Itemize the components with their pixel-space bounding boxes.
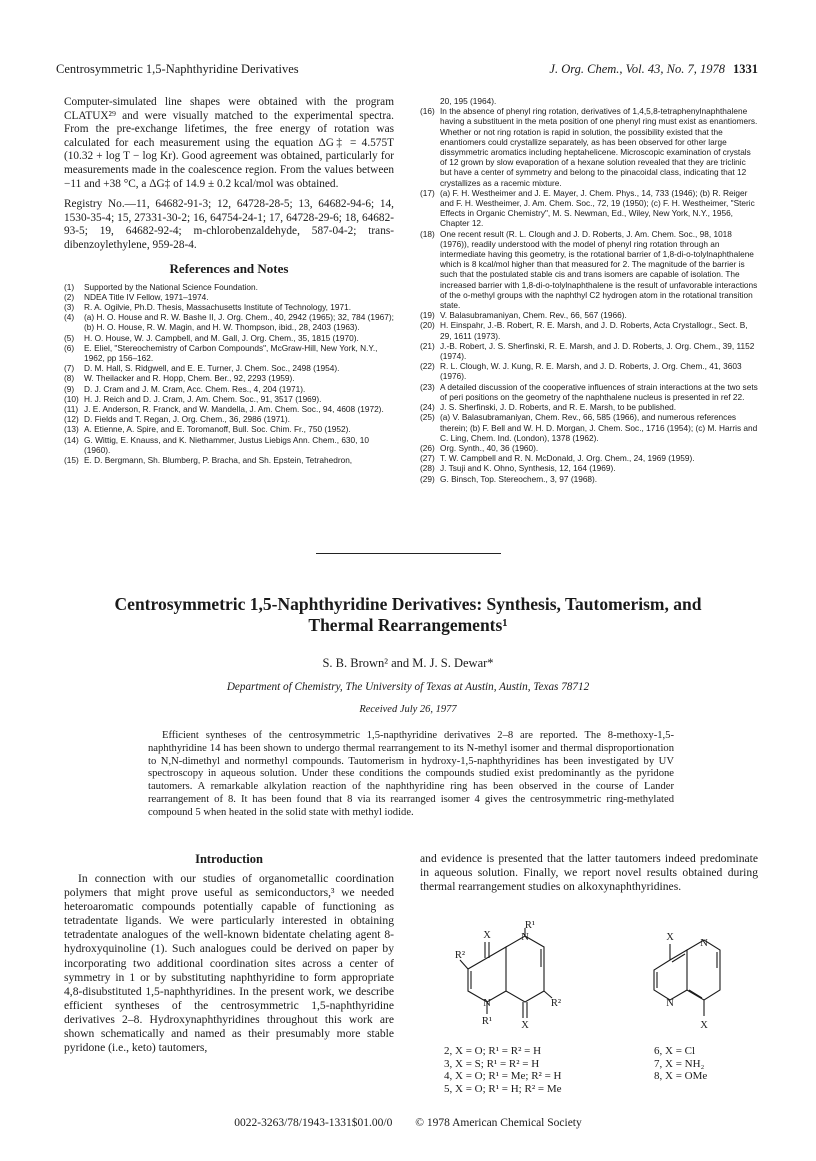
reference-text: Supported by the National Science Foundation. (84, 281, 258, 292)
reference-text: H. Einspahr, J.-B. Robert, R. E. Marsh, and J. D. Roberts, Acta Crystallogr., Sect. B, 29, 1611 (1973). (440, 320, 748, 341)
reference-item (420, 96, 758, 106)
reference-number (420, 96, 440, 106)
article-authors: S. B. Brown² and M. J. S. Dewar* (322, 656, 494, 670)
reference-text: T. W. Campbell and R. N. McDonald, J. Org. Chem., 24, 1969 (1959). (440, 453, 695, 464)
reference-text: One recent result (R. L. Clough and J. D. Roberts, J. Am. Chem. Soc., 98, 1018 (1976)), readily understood with the model of phenyl ring rotation through an intermediate having this geometry, is the rotational barrier of 1,8-di-o-tolylnaphthalene which is 8 kcal/mol higher than that measured for 2. The magnitude of the barrier is such that the postulated stable cis and trans isomers are capable of isolation. The increased barrier with 1,8-di-o-tolylnaphthalene is the result of unfavorable interactions of the o-methyl groups with the naphthyl C2 hydrogen atom in the rotational transition state. (440, 228, 758, 311)
journal-citation (549, 62, 758, 77)
label-x-top-6: X (666, 932, 674, 943)
compound-3: 3, X = S; R¹ = R² = H (444, 1057, 540, 1070)
reference-number: (4) (64, 312, 75, 323)
reference-number: (28) (420, 463, 435, 474)
reference-number: (23) (420, 381, 435, 392)
reference-item (420, 188, 758, 229)
reference-text: H. J. Reich and D. J. Cram, J. Am. Chem. Soc., 91, 3517 (1969). (84, 393, 322, 404)
compound-list-2-5 (444, 1045, 562, 1095)
reference-item (64, 384, 394, 394)
reference-number: (7) (64, 363, 75, 374)
label-r1-bottom: R¹ (481, 1016, 493, 1027)
reference-item (420, 443, 758, 453)
reference-number: (14) (64, 434, 79, 445)
reference-text: D. J. Cram and J. M. Cram, Acc. Chem. Res., 4, 204 (1971). (84, 383, 306, 394)
compound-2: 2, X = O; R¹ = R² = H (444, 1045, 542, 1057)
article-divider (316, 553, 501, 554)
reference-text: NDEA Title IV Fellow, 1971–1974. (84, 291, 209, 302)
label-x-bottom: X (521, 1020, 529, 1031)
footer-copyright: © 1978 American Chemical Society (415, 1117, 582, 1129)
reference-item (64, 363, 394, 373)
reference-text: J. S. Sherfinski, J. D. Roberts, and R. E. Marsh, to be published. (440, 402, 677, 413)
references-list-right (420, 96, 758, 484)
prev-article-body: Computer-simulated line shapes were obtained with the program CLATUX²⁹ and were visually matched to the experimental spectra. From the pre-exchange lifetimes, the free energy of rotation was calculated for each measurement using the equation ΔG‡ = 4.575T (10.32 + log T − log Kr). Good agreement was obtained, particularly for measurements made in the coalescence region. From the values between −11 and +38 °C, a ΔG‡ of 14.9 ± 0.2 kcal/mol was obtained. (64, 96, 394, 190)
reference-text: E. Eliel, "Stereochemistry of Carbon Compounds", McGraw-Hill, New York, N.Y., 1962, pp 156–162. (84, 342, 378, 363)
page-number: 1331 (733, 62, 758, 76)
reference-text: G. Wittig, E. Knauss, and K. Niethammer, Justus Liebigs Ann. Chem., 630, 10 (1960). (84, 434, 369, 455)
label-r1-top: R¹ (524, 920, 536, 931)
reference-item (420, 320, 758, 340)
reference-item (420, 341, 758, 361)
prev-article-left-column (64, 96, 394, 465)
reference-text: G. Binsch, Top. Stereochem., 3, 97 (1968). (440, 473, 598, 484)
reference-item (64, 292, 394, 302)
reference-text: (a) V. Balasubramaniyan, Chem. Rev., 66, 585 (1966), and numerous references therein; (b) F. Bell and W. H. D. Morgan, J. Chem. Soc., 1716 (1954); (c) M. Harris and C. Ling, Chem. Ind. (London), 1378 (1962). (440, 412, 758, 443)
reference-number: (11) (64, 403, 79, 414)
reference-number: (29) (420, 473, 435, 484)
page-footer (0, 1117, 816, 1129)
reference-item (420, 402, 758, 412)
label-x-bottom-6: X (700, 1020, 708, 1031)
label-r2-right: R² (550, 998, 562, 1009)
journal-name: J. Org. Chem., Vol. 43, No. 7, 1978 (549, 62, 725, 76)
reference-text: A detailed discussion of the cooperative influences of strain interactions at the two sets of peri positions on the geometry of the naphthalene nucleus is presented in ref 22. (440, 381, 758, 402)
compound-list-6-8 (654, 1045, 707, 1083)
reference-number: (22) (420, 361, 435, 372)
reference-item (420, 463, 758, 473)
introduction-text-left: In connection with our studies of organometallic coordination polymers that might prove useful as semiconductors,³ we needed heteroaromatic compounds potentially capable of functioning as tetradentate ligands. We were particularly interested in obtaining tetradentate analogues of the well-known bidentate chelating agent 8-hydroxyquinoline (1). Such analogues could be derived on paper by incorporating two additional coordination sites across a center of symmetry in 1 or by substituting naphthyridine to form appropriate 4,8-disubstituted 1,5-naphthyridines. In the present work, we describe efficient syntheses of the centrosymmetric 1,5-naphthyridine derivatives 2–8. Hydroxynaphthyridines throughout this work are shown schematically and named as their presumably more stable pyridone (i.e., keto) tautomers, (64, 872, 394, 1055)
reference-text: W. Theilacker and R. Hopp, Chem. Ber., 92, 2293 (1959). (84, 373, 295, 384)
reference-text: (a) F. H. Westheimer and J. E. Mayer, J. Chem. Phys., 14, 733 (1946); (b) R. Reiger and F. H. Westheimer, J. Am. Chem. Soc., 72, 19 (1950); (c) F. H. Westheimer, "Steric Effects in Organic Chemistry", M. S. Newman, Ed., Wiley, New York, N.Y., 1956, Chapter 12. (440, 187, 755, 229)
label-n-bottom-6: N (666, 998, 674, 1009)
reference-text: J.-B. Robert, J. S. Sherfinski, R. E. Marsh, and J. D. Roberts, J. Org. Chem., 39, 1152 (1974). (440, 340, 755, 362)
reference-text: R. A. Ogilvie, Ph.D. Thesis, Massachusetts Institute of Technology, 1971. (84, 301, 352, 312)
footer-code: 0022-3263/78/1943-1331$01.00/0 (234, 1117, 393, 1129)
reference-text: H. O. House, W. J. Campbell, and M. Gall, J. Org. Chem., 35, 1815 (1970). (84, 332, 359, 343)
reference-item (420, 361, 758, 381)
reference-number: (8) (64, 373, 75, 384)
received-date: Received July 26, 1977 (359, 704, 457, 715)
reference-number: (18) (420, 228, 435, 239)
reference-item (64, 282, 394, 292)
label-r2-left: R² (454, 950, 466, 961)
reference-text: D. M. Hall, S. Ridgwell, and E. E. Turner, J. Chem. Soc., 2498 (1954). (84, 363, 340, 374)
naphthyridinone-structure (452, 920, 582, 1038)
reference-item (64, 373, 394, 383)
reference-text: Org. Synth., 40, 36 (1960). (440, 442, 539, 453)
reference-item (420, 474, 758, 484)
references-list-left (64, 282, 394, 466)
article-title: Centrosymmetric 1,5-Naphthyridine Derivatives: Synthesis, Tautomerism, and Thermal Rearrangements¹ (114, 594, 702, 635)
compound-8: 8, X = OMe (654, 1070, 708, 1082)
reference-number: (25) (420, 412, 435, 423)
reference-item (64, 302, 394, 312)
reference-text: 20, 195 (1964). (440, 96, 497, 106)
reference-text: In the absence of phenyl ring rotation, derivatives of 1,4,5,8-tetraphenylnaphthalene having a substituent in the meta position of one phenyl ring must exist as enantiomers. Whether or not ring rotation is rapid in solution, the possibility existed that the enantiomers could crystallize separately, as has been observed for other large dissymmetric aromatics including heptahelicene. Microscopic examination of crystals of 12 grown by slow evaporation of a hexane solution revealed that they are triclinic but have a center of symmetry and belong to the pinacoidal class, indicating that 12 crystallizes as a racemic mixture. (440, 106, 758, 188)
reference-item (420, 106, 758, 188)
reference-item (420, 382, 758, 402)
reference-text: E. D. Bergmann, Sh. Blumberg, P. Bracha, and Sh. Epstein, Tetrahedron, (84, 454, 353, 465)
reference-item (64, 312, 394, 332)
reference-number: (21) (420, 340, 435, 351)
reference-number: (15) (64, 454, 79, 465)
reference-text: J. E. Anderson, R. Franck, and W. Mandella, J. Am. Chem. Soc., 94, 4608 (1972). (84, 403, 384, 414)
reference-number: (16) (420, 106, 435, 117)
label-n-bottom: N (483, 998, 491, 1009)
reference-item (64, 394, 394, 404)
label-n-top: N (521, 932, 529, 943)
compound-5: 5, X = O; R¹ = H; R² = Me (444, 1082, 562, 1095)
reference-text: D. Fields and T. Regan, J. Org. Chem., 36, 2986 (1971). (84, 414, 290, 425)
compound-7: 7, X = NH₂ (654, 1057, 705, 1070)
reference-text: (a) H. O. House and R. W. Bashe II, J. Org. Chem., 40, 2942 (1965); 32, 784 (1967); (b) H. O. House, R. W. Magin, and H. W. Thompson, ibid., 28, 2403 (1963). (84, 312, 394, 333)
introduction-heading: Introduction (195, 852, 263, 866)
references-heading: References and Notes (169, 260, 289, 276)
article-affiliation: Department of Chemistry, The University of Texas at Austin, Austin, Texas 78712 (226, 681, 590, 693)
reference-number: (1) (64, 281, 75, 292)
reference-item (64, 404, 394, 414)
label-n-top-6: N (700, 938, 708, 949)
reference-text: R. L. Clough, W. J. Kung, R. E. Marsh, and J. D. Roberts, J. Org. Chem., 41, 3603 (1976). (440, 361, 742, 382)
reference-item (64, 333, 394, 343)
reference-item (64, 424, 394, 434)
reference-item (64, 455, 394, 465)
reference-item (420, 310, 758, 320)
reference-text: J. Tsuji and K. Ohno, Synthesis, 12, 164 (1969). (440, 463, 616, 474)
registry-numbers: Registry No.—11, 64682-91-3; 12, 64728-28-5; 13, 64682-94-6; 14, 1530-35-4; 15, 27331-30-2; 16, 64754-24-1; 17, 64728-29-6; 18, 64682-93-5; 19, 64682-92-4; m-chlorobenzaldehyde, 587-04-2; trans-dibenzoylethylene, 959-28-4. (64, 198, 394, 251)
prev-article-right-column (420, 96, 758, 484)
reference-item (64, 414, 394, 424)
reference-item (420, 412, 758, 443)
reference-number: (20) (420, 320, 435, 331)
abstract: Efficient syntheses of the centrosymmetric 1,5-napthyridine derivatives 2–8 are reported. The 8-methoxy-1,5-naphthyridine 14 has been shown to undergo thermal rearrangement to its N-methyl isomer and thermal disproportionation to N,N-dimethyl and normethyl compounds. Tautomerism in hydroxy-1,5-naphthyridines has been investigated by UV spectroscopy in aqueous solution. Under these conditions the compounds studied exist predominantly as the pyridone tautomers. A remarkable alkylation reaction of the naphthyridine ring has been observed in the course of Lander rearrangement of 8. It has been found that 8 via its rearranged isomer 4 gives the centrosymmetric ring-methylated compound 5 when heated in the solid state with methyl iodide. (148, 730, 674, 818)
reference-number: (27) (420, 453, 435, 464)
reference-item (420, 453, 758, 463)
reference-number: (9) (64, 383, 75, 394)
reference-number: (10) (64, 393, 79, 404)
reference-number: (5) (64, 332, 75, 343)
reference-number: (12) (64, 414, 79, 425)
reference-text: V. Balasubramaniyan, Chem. Rev., 66, 567 (1966). (440, 310, 627, 321)
naphthyridine-structure (650, 930, 730, 1042)
running-title: Centrosymmetric 1,5-Naphthyridine Derivatives (56, 62, 299, 76)
label-x-top: X (483, 930, 491, 941)
reference-number: (13) (64, 424, 79, 435)
reference-number: (19) (420, 310, 435, 321)
reference-number: (17) (420, 187, 435, 198)
reference-item (64, 343, 394, 363)
reference-text: A. Etienne, A. Spire, and E. Toromanoff, Bull. Soc. Chim. Fr., 750 (1952). (84, 424, 351, 435)
reference-item (64, 435, 394, 455)
reference-item (420, 229, 758, 311)
reference-number: (26) (420, 442, 435, 453)
reference-number: (2) (64, 291, 75, 302)
reference-number: (6) (64, 342, 75, 353)
compound-6: 6, X = Cl (654, 1045, 696, 1057)
introduction-text-right: and evidence is presented that the latter tautomers indeed predominate in aqueous solution. Finally, we report novel results obtained during thermal rearrangement studies on alkoxynaphthyridines. (420, 852, 758, 894)
compound-4: 4, X = O; R¹ = Me; R² = H (444, 1070, 562, 1082)
reference-number: (24) (420, 402, 435, 413)
reference-number: (3) (64, 301, 75, 312)
